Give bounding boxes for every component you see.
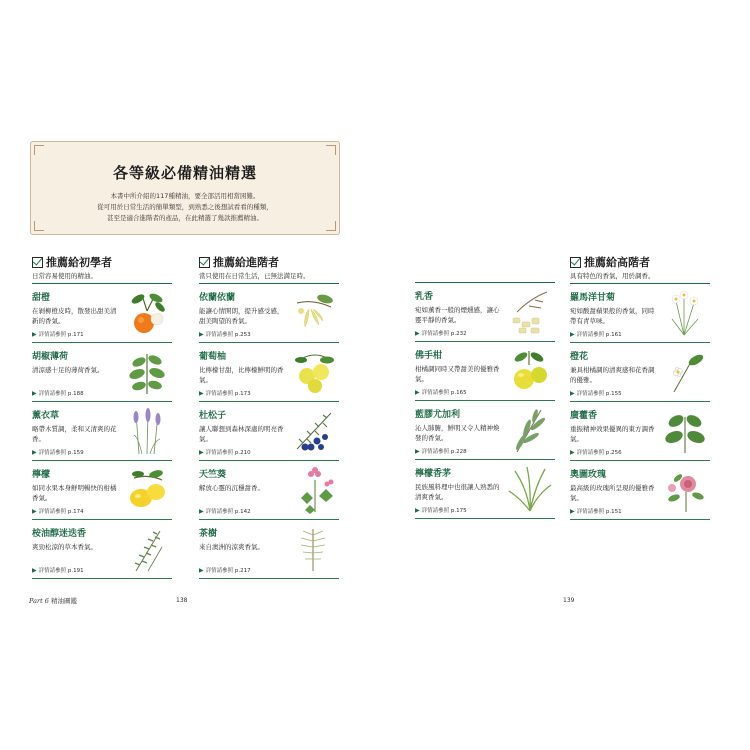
arrow-icon: ▶ (415, 507, 420, 514)
tea-tree-icon (291, 525, 337, 573)
oil-entry (32, 520, 172, 579)
lemongrass-icon (507, 465, 553, 513)
column-header (32, 247, 172, 270)
page-reference: ▶ 詳情請參照 p.155 (570, 390, 622, 397)
arrow-icon: ▶ (570, 390, 575, 397)
arrow-icon: ▶ (415, 330, 420, 337)
page-reference: ▶ 詳情請參照 p.159 (32, 449, 84, 456)
oil-name: 羅馬洋甘菊 (570, 293, 616, 303)
rosemary-icon (124, 525, 170, 573)
oil-description: 能讓心情開朗，提升感受感，甜美陶望的香氣。 (199, 307, 284, 325)
geranium-icon (291, 466, 337, 514)
arrow-icon: ▶ (199, 331, 204, 338)
arrow-icon: ▶ (32, 390, 37, 397)
frame-corner-ornament (326, 145, 336, 155)
page-title: 各等級必備精油精選 (112, 164, 257, 182)
checkbox-icon (570, 257, 581, 268)
running-footer (29, 596, 77, 605)
oil-description: 宛如薰香一般的煙燻感，讓心靈平靜的香氣。 (415, 306, 500, 324)
lemon-icon (124, 466, 170, 514)
oil-entry (570, 343, 710, 402)
column-header (199, 247, 339, 270)
page-reference: ▶ 詳情請參照 p.217 (199, 567, 251, 574)
arrow-icon: ▶ (415, 389, 420, 396)
oil-description: 略帶木質調，柔和又清爽的花香。 (32, 425, 117, 443)
page-reference: ▶ 詳情請參照 p.228 (415, 448, 467, 455)
arrow-icon: ▶ (570, 508, 575, 515)
rose-icon (662, 466, 708, 514)
arrow-icon: ▶ (32, 508, 37, 515)
oil-entry (32, 284, 172, 343)
arrow-icon: ▶ (415, 448, 420, 455)
arrow-icon: ▶ (32, 567, 37, 574)
oil-description: 兼具柑橘調的清爽感和花香調的優雅。 (570, 366, 655, 384)
juniper-icon (291, 407, 337, 455)
oil-name: 胡椒薄荷 (32, 352, 69, 362)
oil-name: 檸檬 (32, 470, 51, 480)
page-reference: ▶ 詳情請參照 p.171 (32, 331, 84, 338)
patchouli-icon (662, 407, 708, 455)
neroli-icon (662, 348, 708, 396)
intro-line: 甚至是適合進階者的產品，在此精選了幾款推薦精油。 (107, 214, 263, 222)
oil-entry (199, 402, 339, 461)
page-reference: ▶ 詳情請參照 p.175 (415, 507, 467, 514)
page-reference: ▶ 詳情請參照 p.174 (32, 508, 84, 515)
column-intermediate-continued (415, 247, 555, 519)
column-header (415, 247, 555, 270)
oil-name: 甜橙 (32, 293, 51, 303)
oil-entry (199, 520, 339, 579)
entry-list (32, 284, 172, 579)
oil-description: 重振精神效果優異的東方調香氣。 (570, 425, 655, 443)
intro-line: 本書中所介紹的117種精油，要全部活用相當困難。 (110, 192, 260, 200)
oil-description: 讓人聯想到森林深處的明亮香氣。 (199, 425, 284, 443)
intro-line: 從可用於日常生活的簡單類型，到熟悉之後想試看看的種類， (97, 203, 273, 211)
oil-entry (570, 461, 710, 520)
column-subtitle: 當只使用在日常生活，已無法満足時。 (199, 271, 339, 284)
page-reference: ▶ 詳情請參照 p.165 (415, 389, 467, 396)
oil-name: 茶樹 (199, 529, 218, 539)
checkbox-icon (32, 257, 43, 268)
peppermint-icon (124, 348, 170, 396)
page-reference: ▶ 詳情請參照 p.191 (32, 567, 84, 574)
page-reference: ▶ 詳情請參照 p.151 (570, 508, 622, 515)
oil-name: 檸檬香茅 (415, 469, 452, 479)
arrow-icon: ▶ (199, 449, 204, 456)
oil-name: 橙花 (570, 352, 589, 362)
checkbox-icon (199, 257, 210, 268)
oil-description: 清涼感十足的薄荷香氣。 (32, 366, 104, 374)
column-subtitle: 日常容易使用的精油。 (32, 271, 172, 284)
oil-name: 杜松子 (199, 411, 227, 421)
oil-description: 爽勁松涼的草本香氣。 (32, 543, 97, 551)
column-title: 推薦給進階者 (213, 256, 279, 269)
page-reference: ▶ 詳情請參照 p.256 (570, 449, 622, 456)
oil-entry (199, 343, 339, 402)
ylang-ylang-icon (291, 289, 337, 337)
oil-description: 比檸檬甘甜，比檸檬鮮明的香氣。 (199, 366, 284, 384)
oil-entry (415, 460, 555, 519)
oil-name: 廣藿香 (570, 411, 598, 421)
column-title: 推薦給初學者 (46, 256, 112, 269)
oil-description: 在剝柳橙皮時，散發出甜美清新的香氣。 (32, 307, 117, 325)
oil-description: 沁人肺腑，鮮明又令人精神煥發的香氣。 (415, 424, 500, 442)
oil-description: 來自澳洲的涼爽香氣。 (199, 543, 264, 551)
column-rule (415, 271, 555, 283)
oil-description: 最高級的玫瑰所呈現的優雅香氣。 (570, 484, 655, 502)
page-reference: ▶ 詳情請參照 p.188 (32, 390, 84, 397)
oil-entry (415, 401, 555, 460)
oil-name: 薰衣草 (32, 411, 60, 421)
oil-description: 宛如酸甜蘋果般的香氣，同時帶有青草味。 (570, 307, 655, 325)
page-reference: ▶ 詳情請參照 p.161 (570, 331, 622, 338)
frame-corner-ornament (326, 221, 336, 231)
entry-list (199, 284, 339, 579)
arrow-icon: ▶ (199, 508, 204, 515)
page-reference: ▶ 詳情請參照 p.232 (415, 330, 467, 337)
oil-entry (415, 342, 555, 401)
column-title: 推薦給高階者 (584, 256, 650, 269)
oil-entry (199, 461, 339, 520)
column-intermediate (199, 247, 339, 579)
arrow-icon: ▶ (32, 449, 37, 456)
oil-entry (32, 343, 172, 402)
oil-name: 依蘭依蘭 (199, 293, 236, 303)
column-subtitle: 具有特色的香氣，用於調香。 (570, 271, 710, 284)
title-box (30, 141, 340, 235)
arrow-icon: ▶ (199, 567, 204, 574)
arrow-icon: ▶ (570, 449, 575, 456)
column-beginner (32, 247, 172, 579)
lavender-icon (124, 407, 170, 455)
chamomile-icon (662, 289, 708, 337)
arrow-icon: ▶ (199, 390, 204, 397)
oil-name: 奧圖玫瑰 (570, 470, 607, 480)
oil-description: 如同水果本身鮮明暢快的柑橘香氣。 (32, 484, 117, 502)
arrow-icon: ▶ (32, 331, 37, 338)
arrow-icon: ▶ (570, 331, 575, 338)
oil-entry (199, 284, 339, 343)
column-advanced (570, 247, 710, 520)
page-reference: ▶ 詳情請參照 p.210 (199, 449, 251, 456)
oil-description: 民族風料理中也很讓人熟悉的清爽香氣。 (415, 483, 500, 501)
page-reference: ▶ 詳情請參照 p.173 (199, 390, 251, 397)
oil-entry (32, 402, 172, 461)
oil-name: 乳香 (415, 292, 434, 302)
oil-entry (570, 402, 710, 461)
part-label: Part 6 (29, 597, 49, 605)
oil-name: 葡萄柚 (199, 352, 227, 362)
eucalyptus-icon (507, 406, 553, 454)
bergamot-icon (507, 347, 553, 395)
frame-corner-ornament (34, 221, 44, 231)
oil-entry (32, 461, 172, 520)
column-header (570, 247, 710, 270)
frankincense-icon (507, 288, 553, 336)
page-reference: ▶ 詳情請參照 p.253 (199, 331, 251, 338)
oil-name: 桉油醇迷迭香 (32, 529, 87, 539)
oil-description: 柑橘調同時又帶甜美的優雅香氣。 (415, 365, 500, 383)
entry-list (415, 283, 555, 519)
frame-corner-ornament (34, 145, 44, 155)
page-number-right: 139 (563, 597, 575, 604)
section-label: 精油圖鑑 (50, 597, 77, 605)
page-reference: ▶ 詳情請參照 p.142 (199, 508, 251, 515)
oil-entry (415, 283, 555, 342)
oil-name: 佛手柑 (415, 351, 443, 361)
oil-entry (570, 284, 710, 343)
entry-list (570, 284, 710, 520)
oil-name: 天竺葵 (199, 470, 227, 480)
orange-icon (124, 289, 170, 337)
page-number-left: 138 (176, 597, 188, 604)
oil-description: 解放心靈的沉穩甜香。 (199, 484, 264, 492)
oil-name: 藍膠尤加利 (415, 410, 461, 420)
grapefruit-icon (291, 348, 337, 396)
